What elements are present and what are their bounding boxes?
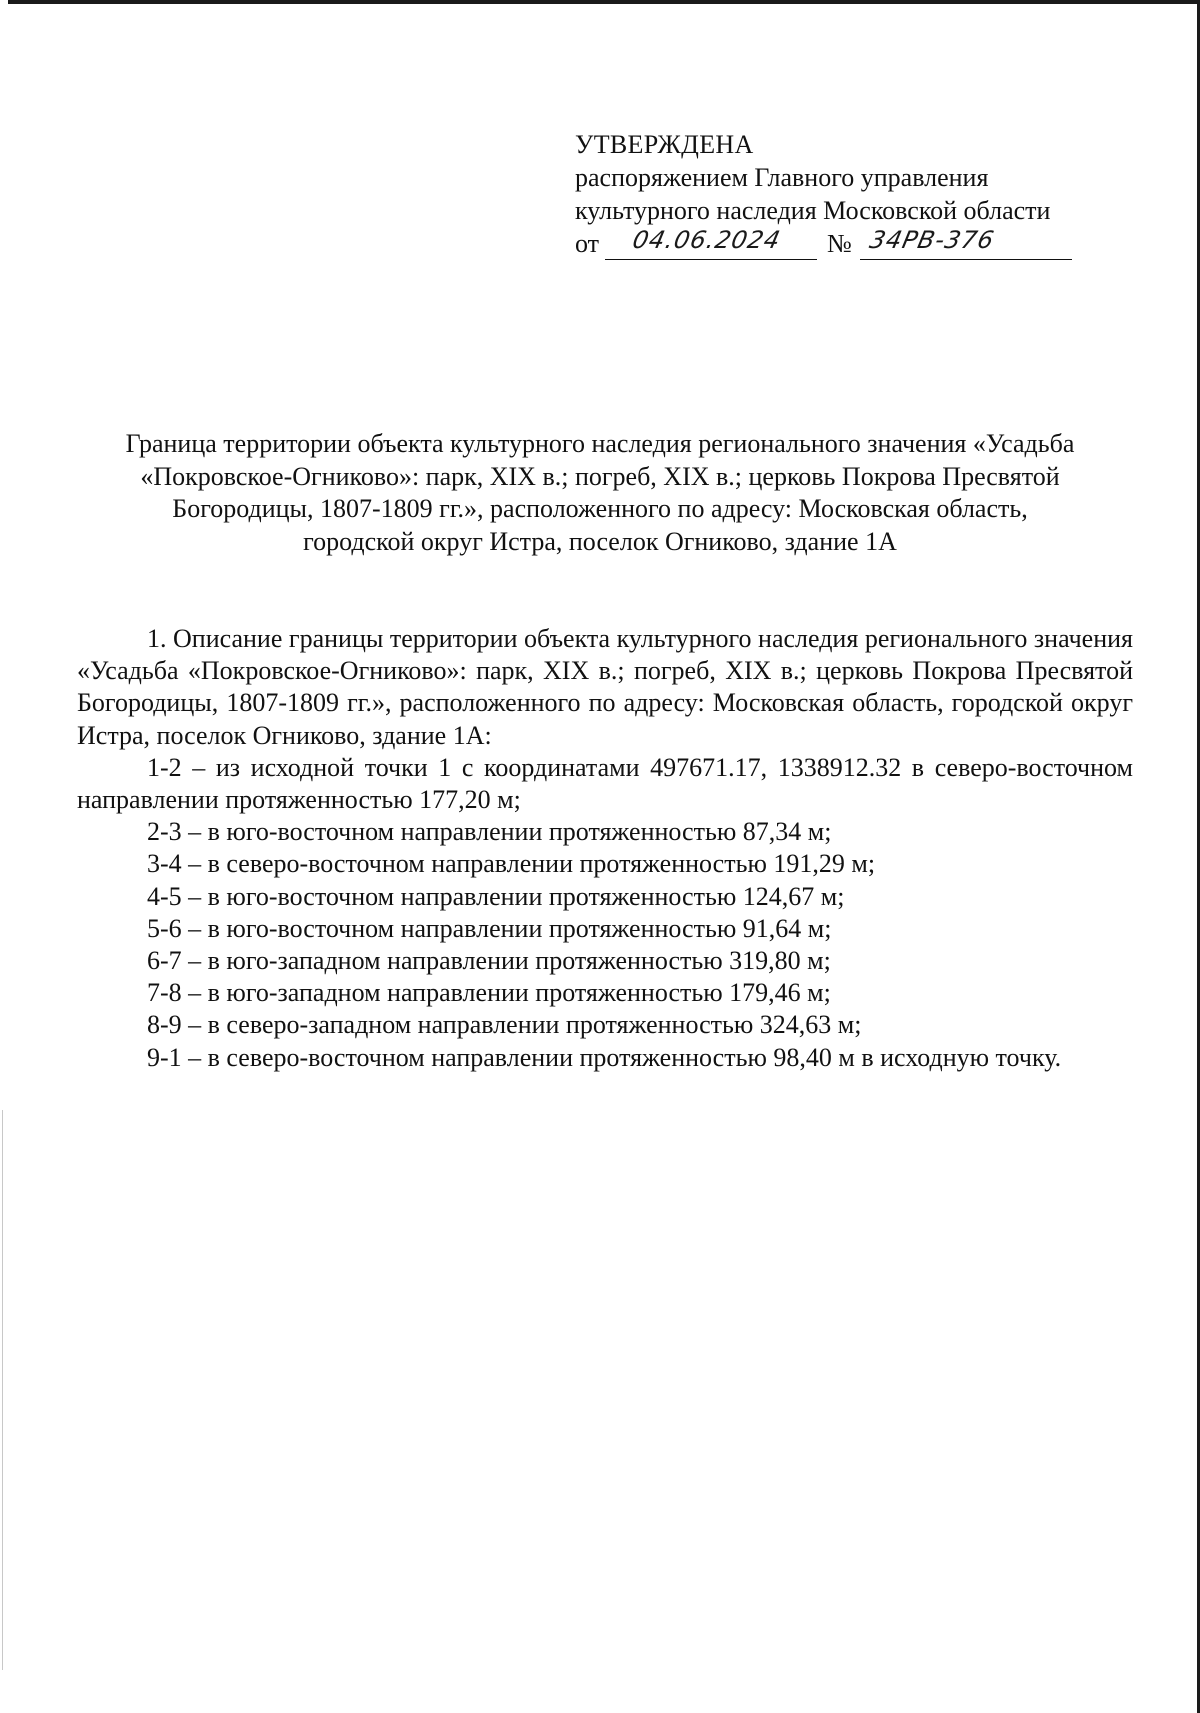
segment-5-6: 5-6 – в юго-восточном направлении протяженностью 91,64 м; (147, 913, 832, 943)
scan-edge-top (8, 0, 1200, 4)
title-line: Граница территории объекта культурного наследия регионального значения «Усадьба (125, 429, 1075, 458)
approval-stamp-block (575, 128, 1072, 260)
segment-4-5: 4-5 – в юго-восточном направлении протяженностью 124,67 м; (147, 881, 845, 911)
approval-heading: УТВЕРЖДЕНА (575, 130, 754, 159)
segment-2-3: 2-3 – в юго-восточном направлении протяженностью 87,34 м; (147, 817, 832, 847)
approval-line-1: распоряжением Главного управления (575, 163, 989, 192)
document-title (60, 428, 1140, 558)
segment-7-8: 7-8 – в юго-западном направлении протяженностью 179,46 м; (147, 978, 831, 1008)
segment-8-9: 8-9 – в северо-западном направлении протяженностью 324,63 м; (147, 1010, 862, 1040)
segment-6-7: 6-7 – в юго-западном направлении протяженностью 319,80 м; (147, 946, 831, 976)
number-fill-field (860, 226, 1072, 260)
section-intro-paragraph: 1. Описание границы территории объекта культурного наследия регионального значения «Усадьба «Покровское-Огниково»: парк, XIX в.; погреб, XIX в.; церковь Покрова Пресвятой Богородицы, 1807-1809 гг.», расположенного по адресу: Московская область, городской округ Истра, поселок Огниково, здание 1А: (77, 624, 1133, 750)
date-prefix: от (575, 229, 600, 258)
title-line: Богородицы, 1807-1809 гг.», расположенного по адресу: Московская область, (172, 494, 1028, 523)
approval-date-number-row (575, 227, 1072, 260)
handwritten-number: 34РВ-376 (866, 226, 997, 254)
date-fill-field (605, 226, 817, 260)
number-prefix: № (827, 229, 852, 258)
segment-3-4: 3-4 – в северо-восточном направлении протяженностью 191,29 м; (147, 849, 876, 879)
approval-line-2: культурного наследия Московской области (575, 196, 1051, 225)
title-line: «Покровское-Огниково»: парк, XIX в.; погреб, XIX в.; церковь Покрова Пресвятой (140, 461, 1060, 491)
scan-edge-left (2, 1110, 3, 1670)
title-line: городской округ Истра, поселок Огниково, здание 1А (303, 526, 897, 556)
handwritten-date: 04.06.2024 (630, 226, 784, 254)
segment-9-1: 9-1 – в северо-восточном направлении протяженностью 98,40 м в исходную точку. (147, 1042, 1062, 1072)
segment-1-2: 1-2 – из исходной точки 1 с координатами 497671.17, 1338912.32 в северо-восточном направлении протяженностью 177,20 м; (77, 752, 1133, 815)
boundary-description (77, 623, 1133, 1074)
